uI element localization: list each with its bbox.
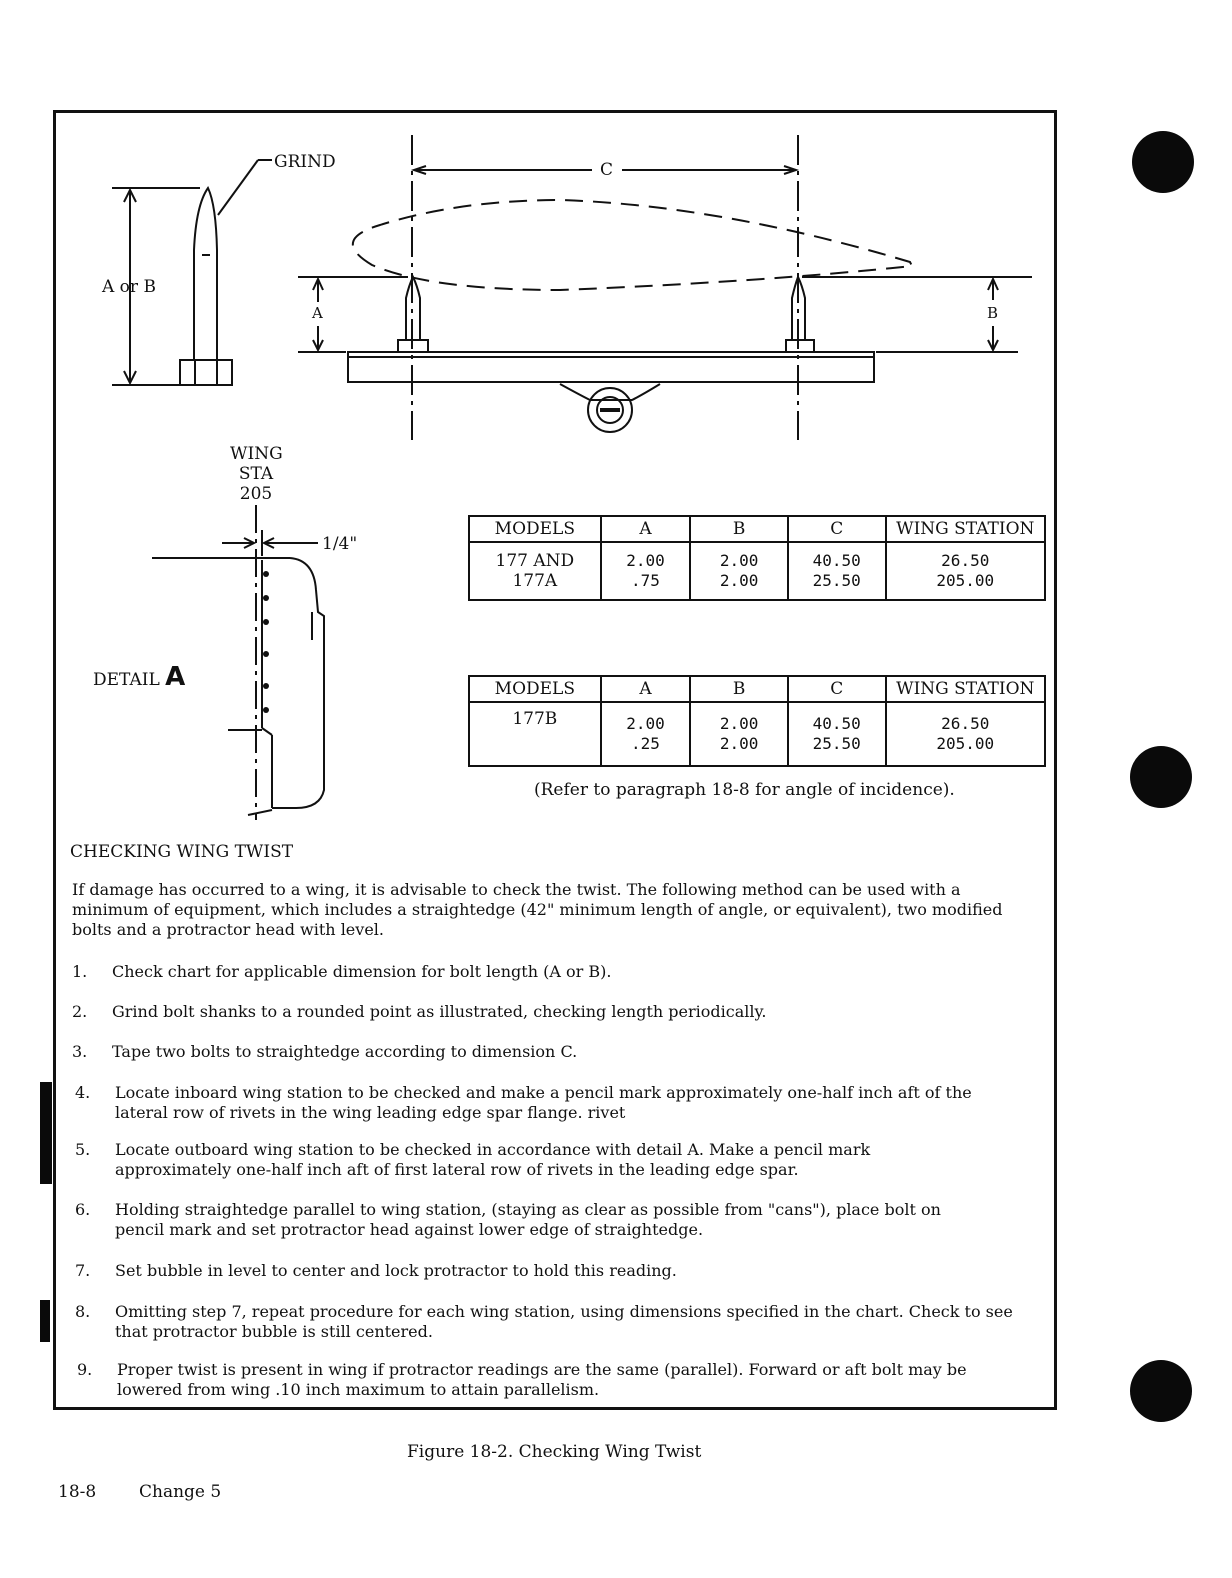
detail-text: DETAIL	[93, 670, 160, 690]
step-item	[75, 1200, 1035, 1240]
col-header-c: C	[788, 516, 886, 542]
step-item	[72, 1042, 1032, 1062]
grind-label: GRIND	[274, 152, 336, 172]
dimension-a-label: A	[312, 304, 323, 322]
step-number: 8.	[75, 1302, 91, 1321]
figure-caption: Figure 18-2. Checking Wing Twist	[407, 1442, 702, 1462]
cell-wing-station: 26.50 205.00	[886, 702, 1045, 766]
cell-a: 2.00 .75	[601, 542, 691, 600]
step-item	[75, 1140, 1035, 1180]
step-number: 5.	[75, 1140, 91, 1159]
step-number: 4.	[75, 1083, 91, 1102]
cell-wing-station: 26.50 205.00	[886, 542, 1045, 600]
straightedge-assembly	[348, 277, 874, 432]
step-item	[72, 1002, 1032, 1022]
models-table-177b	[468, 675, 1046, 767]
col-header-b: B	[690, 516, 788, 542]
cell-c: 40.50 25.50	[788, 702, 886, 766]
step-number: 1.	[72, 962, 88, 981]
col-header-a: A	[601, 516, 691, 542]
detail-label	[93, 662, 185, 692]
step-number: 7.	[75, 1261, 91, 1280]
cell-c: 40.50 25.50	[788, 542, 886, 600]
cell-a: 2.00 .25	[601, 702, 691, 766]
binder-hole-mark	[1130, 746, 1192, 808]
step-text: Locate outboard wing station to be checked in accordance with detail A. Make a pencil mark approximately one-half inch aft of first lateral row of rivets in the leading edge spar.	[115, 1140, 871, 1179]
section-title: CHECKING WING TWIST	[70, 842, 294, 862]
wing-sta-label-1: WING	[230, 444, 283, 464]
step-item	[77, 1360, 1037, 1400]
step-number: 2.	[72, 1002, 88, 1021]
binder-hole-mark	[1132, 131, 1194, 193]
step-text: Grind bolt shanks to a rounded point as illustrated, checking length periodically.	[112, 1002, 767, 1021]
a-or-b-label: A or B	[102, 277, 156, 297]
dimension-b-label: B	[987, 304, 999, 322]
dimension-c-label: C	[600, 160, 614, 180]
col-header-models: MODELS	[469, 676, 601, 702]
step-number: 9.	[77, 1360, 93, 1379]
step-text: Locate inboard wing station to be checked and make a pencil mark approximately one-half inch aft of the lateral row of rivets in the wing leading edge spar flange. rivet	[115, 1083, 972, 1122]
cell-b: 2.00 2.00	[690, 542, 788, 600]
quarter-inch-label: 1/4"	[322, 534, 358, 554]
cell-models: 177B	[469, 702, 601, 766]
change-number: Change 5	[139, 1482, 222, 1502]
ground-bolt-drawing	[112, 160, 272, 385]
col-header-models: MODELS	[469, 516, 601, 542]
step-text: Tape two bolts to straightedge according to dimension C.	[112, 1042, 578, 1061]
cell-models: 177 AND 177A	[469, 542, 601, 600]
intro-paragraph: If damage has occurred to a wing, it is advisable to check the twist. The following method can be used with a minimum of equipment, which includes a straightedge (42" minimum length of angle, or equivalent), two modified bolts and a protractor head with level.	[72, 880, 1003, 939]
binder-hole-mark	[1130, 1360, 1192, 1422]
change-bar	[40, 1082, 52, 1184]
wing-sta-label-2: STA	[238, 464, 274, 484]
step-item	[75, 1302, 1050, 1342]
change-bar	[40, 1300, 50, 1342]
col-header-a: A	[601, 676, 691, 702]
detail-letter: A	[165, 662, 186, 692]
cell-b: 2.00 2.00	[690, 702, 788, 766]
step-text: Omitting step 7, repeat procedure for each wing station, using dimensions specified in the chart. Check to see that protractor bubble is still centered.	[115, 1302, 1013, 1341]
page-number: 18-8	[58, 1482, 97, 1502]
dimension-c	[412, 135, 798, 440]
step-text: Check chart for applicable dimension for bolt length (A or B).	[112, 962, 612, 981]
step-item	[72, 962, 1032, 982]
step-item	[75, 1261, 1035, 1281]
step-number: 3.	[72, 1042, 88, 1061]
step-text: Holding straightedge parallel to wing station, (staying as clear as possible from "cans"), place bolt on pencil mark and set protractor head against lower edge of straightedge.	[115, 1200, 941, 1239]
models-table-177	[468, 515, 1046, 601]
step-text: Set bubble in level to center and lock protractor to hold this reading.	[115, 1261, 677, 1280]
step-text: Proper twist is present in wing if protractor readings are the same (parallel). Forward or aft bolt may be lowered from wing .10 inch maximum to attain parallelism.	[117, 1360, 967, 1399]
wing-sta-label-3: 205	[239, 484, 273, 504]
step-item	[75, 1083, 1035, 1123]
refer-note: (Refer to paragraph 18-8 for angle of incidence).	[534, 780, 955, 800]
col-header-wing-station: WING STATION	[886, 676, 1045, 702]
col-header-c: C	[788, 676, 886, 702]
col-header-wing-station: WING STATION	[886, 516, 1045, 542]
step-number: 6.	[75, 1200, 91, 1219]
col-header-b: B	[690, 676, 788, 702]
